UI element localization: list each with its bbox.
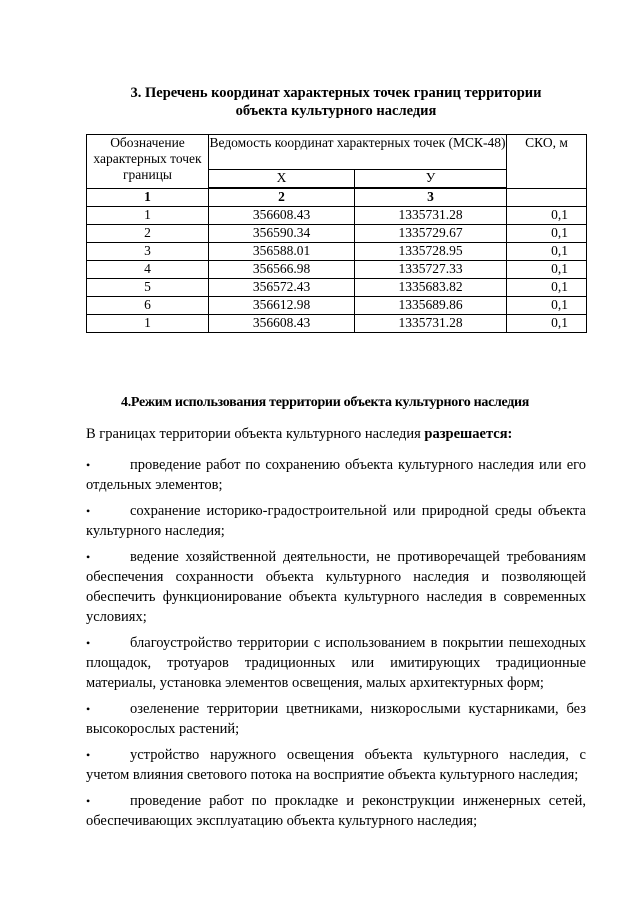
table-row xyxy=(87,297,587,315)
table-row xyxy=(87,261,587,279)
list-item xyxy=(86,633,586,693)
list-item-text: сохранение историко-градостроительной или природной среды объекта культурного наследия; xyxy=(86,503,586,539)
header-x: Х xyxy=(209,170,355,188)
column-number-1: 1 xyxy=(87,189,209,207)
table-row xyxy=(87,279,587,297)
x-cell: 356588.01 xyxy=(209,243,355,261)
list-item-text: проведение работ по сохранению объекта культурного наследия или его отдельных элементов; xyxy=(86,457,586,493)
y-cell: 1335731.28 xyxy=(355,315,507,333)
sko-cell: 0,1 xyxy=(507,243,587,261)
x-cell: 356572.43 xyxy=(209,279,355,297)
list-item xyxy=(86,455,586,495)
y-cell: 1335727.33 xyxy=(355,261,507,279)
intro-paragraph xyxy=(86,424,586,444)
header-y: У xyxy=(355,170,507,188)
table-row xyxy=(87,207,587,225)
list-item-text: ведение хозяйственной деятельности, не противоречащей требованиям обеспечения сохранности объекта культурного наследия и позволяющей обеспечить функционирование объекта культурного наследия в современных условиях; xyxy=(86,549,586,625)
y-cell: 1335728.95 xyxy=(355,243,507,261)
section-3-title-line-1: 3. Перечень координат характерных точек границ территории xyxy=(130,85,542,101)
x-cell: 356566.98 xyxy=(209,261,355,279)
bullet-icon: • xyxy=(86,794,91,808)
list-item-text: устройство наружного освещения объекта культурного наследия, с учетом влияния светового потока на восприятие объекта культурного наследия; xyxy=(86,747,586,783)
list-item-text: проведение работ по прокладке и реконструкции инженерных сетей, обеспечивающих эксплуатацию объекта культурного наследия; xyxy=(86,793,586,829)
section-3-title-line-2: объекта культурного наследия xyxy=(235,103,437,119)
sko-cell: 0,1 xyxy=(507,297,587,315)
point-cell: 3 xyxy=(87,243,209,261)
header-sko: СКО, м xyxy=(507,135,587,189)
bullet-icon: • xyxy=(86,702,91,716)
table-row xyxy=(87,243,587,261)
y-cell: 1335731.28 xyxy=(355,207,507,225)
column-number-3: 3 xyxy=(355,189,507,207)
bullet-icon: • xyxy=(86,550,91,564)
coordinates-table xyxy=(86,134,587,333)
y-cell: 1335729.67 xyxy=(355,225,507,243)
sko-cell: 0,1 xyxy=(507,207,587,225)
intro-text: В границах территории объекта культурного наследия xyxy=(86,426,425,442)
point-cell: 1 xyxy=(87,207,209,225)
header-point-designation: Обозначение характерных точек границы xyxy=(87,135,209,189)
x-cell: 356608.43 xyxy=(209,207,355,225)
column-number-2: 2 xyxy=(209,189,355,207)
table-row xyxy=(87,225,587,243)
point-cell: 5 xyxy=(87,279,209,297)
section-4-title: 4.Режим использования территории объекта культурного наследия xyxy=(121,395,530,410)
sko-cell: 0,1 xyxy=(507,225,587,243)
sko-cell: 0,1 xyxy=(507,315,587,333)
y-cell: 1335683.82 xyxy=(355,279,507,297)
list-item-text: озеленение территории цветниками, низкорослыми кустарниками, без высокорослых растений; xyxy=(86,701,586,737)
sko-cell: 0,1 xyxy=(507,261,587,279)
intro-bold: разрешается: xyxy=(424,426,513,442)
x-cell: 356608.43 xyxy=(209,315,355,333)
x-cell: 356590.34 xyxy=(209,225,355,243)
list-item-text: благоустройство территории с использованием в покрытии пешеходных площадок, тротуаров традиционных или имитирующих традиционные материалы, установка элементов освещения, малых архитектурных форм; xyxy=(86,635,586,691)
point-cell: 4 xyxy=(87,261,209,279)
column-number-4-empty xyxy=(507,189,587,207)
bullet-icon: • xyxy=(86,636,91,650)
point-cell: 6 xyxy=(87,297,209,315)
list-item xyxy=(86,745,586,785)
permitted-activities-list xyxy=(86,455,586,837)
table-row xyxy=(87,315,587,333)
list-item xyxy=(86,501,586,541)
sko-cell: 0,1 xyxy=(507,279,587,297)
list-item xyxy=(86,699,586,739)
x-cell: 356612.98 xyxy=(209,297,355,315)
bullet-icon: • xyxy=(86,748,91,762)
bullet-icon: • xyxy=(86,458,91,472)
point-cell: 2 xyxy=(87,225,209,243)
list-item xyxy=(86,547,586,627)
y-cell: 1335689.86 xyxy=(355,297,507,315)
point-cell: 1 xyxy=(87,315,209,333)
header-coordinates: Ведомость координат характерных точек (МСК-48) xyxy=(209,135,507,170)
list-item xyxy=(86,791,586,831)
bullet-icon: • xyxy=(86,504,91,518)
